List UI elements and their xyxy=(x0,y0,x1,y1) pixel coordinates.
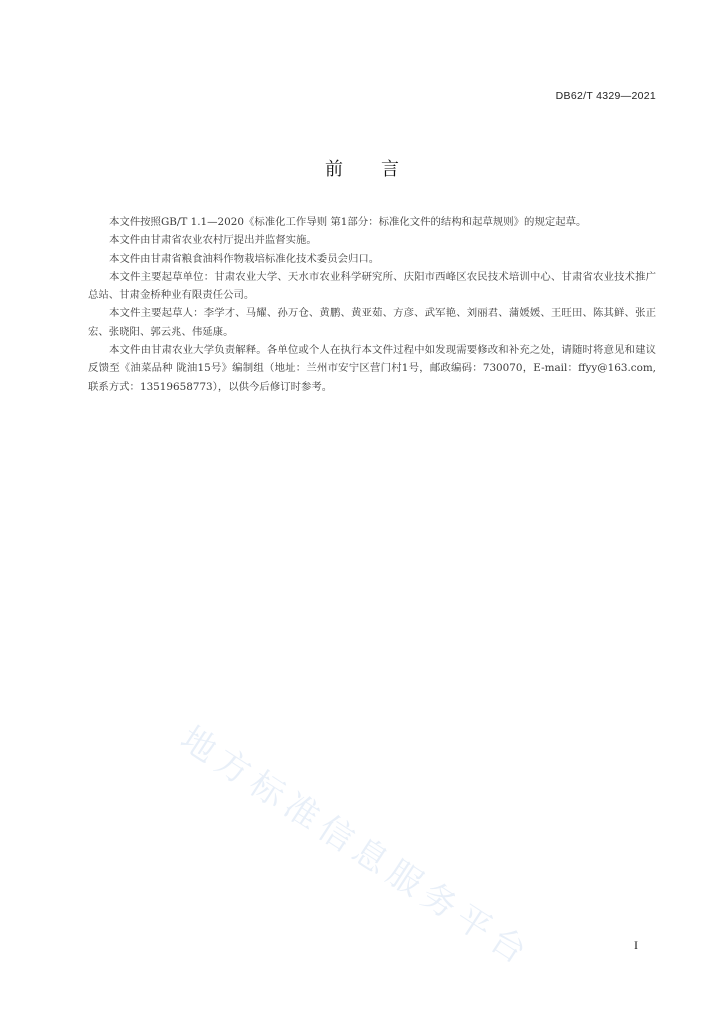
paragraph-drafting-units: 本文件主要起草单位：甘肃农业大学、天水市农业科学研究所、庆阳市西峰区农民技术培训中心、甘肃省农业技术推广总站、甘肃金桥种业有限责任公司。 xyxy=(88,270,656,302)
paragraph-drafters: 本文件主要起草人：李学才、马耀、孙万仓、黄鹏、黄亚茹、方彦、武军艳、刘丽君、蒲媛媛、王旺田、陈其鲜、张正宏、张晓阳、郭云兆、伟延康。 xyxy=(88,307,656,338)
foreword-body xyxy=(88,213,656,396)
watermark: 地方标准信息服务平台 xyxy=(173,718,539,976)
paragraph-proposer: 本文件由甘肃省农业农村厅提出并监督实施。 xyxy=(109,234,317,247)
page-number: I xyxy=(634,938,638,952)
title-char-2: 言 xyxy=(381,159,399,180)
paragraph-interpretation-feedback: 本文件由甘肃农业大学负责解释。各单位或个人在执行本文件过程中如发现需要修改和补充之处，请随时将意见和建议反馈至《油菜品种 陇油15号》编制组（地址：兰州市安宁区营门村1号，邮政编码：730070，E-mail：ffyy@163.com,联系方式：13519658773），以供今后修订时参考。 xyxy=(88,344,656,393)
document-code: DB62/T 4329—2021 xyxy=(555,90,656,102)
paragraph-responsible-committee: 本文件由甘肃省粮食油料作物栽培标准化技术委员会归口。 xyxy=(109,252,380,265)
title-char-1: 前 xyxy=(325,159,343,180)
paragraph-drafting-basis: 本文件按照GB/T 1.1—2020《标准化工作导则 第1部分：标准化文件的结构和起草规则》的规定起草。 xyxy=(109,216,587,228)
page-title xyxy=(0,155,724,181)
